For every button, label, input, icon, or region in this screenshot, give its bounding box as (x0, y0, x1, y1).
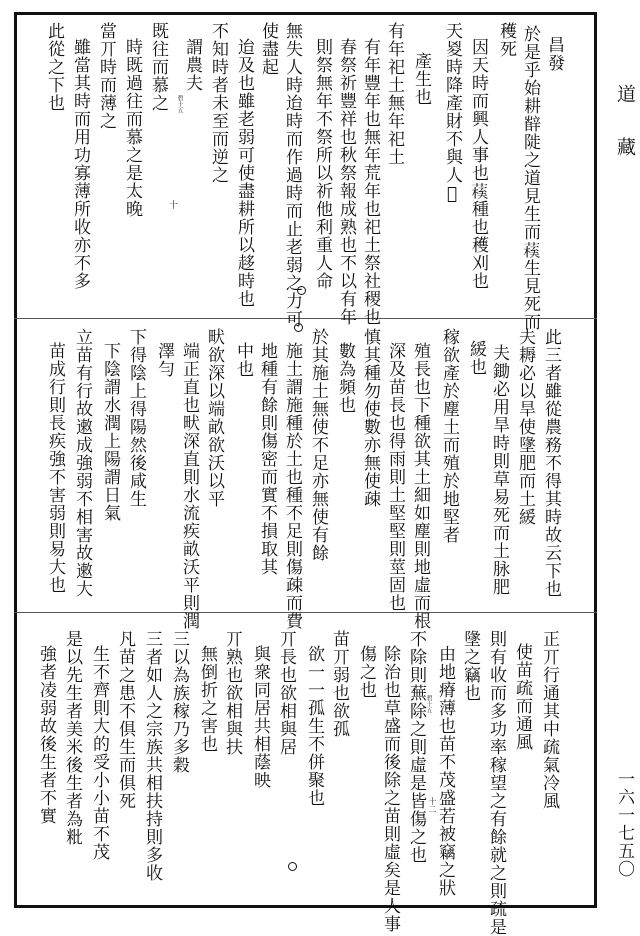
text-column: 有年豐年也無年荒年也祀土祭社稷也 (360, 38, 380, 326)
text-column: 不知時者未至而逆之 (208, 22, 228, 184)
text-column: 除治也草盛而後除之苗則虛矣是人事 (380, 645, 400, 933)
text-column: 下陰謂水潤上陽謂日氣 (100, 342, 120, 522)
leaf-note: 碧十五 (176, 95, 183, 113)
text-column: 使盡起 (258, 22, 278, 76)
text-column: 慎其種勿使數亦無使疎 (360, 328, 380, 508)
panel-divider-1 (14, 318, 597, 319)
text-column: 中也 (233, 342, 253, 378)
text-column: 苗丌弱也欲孤 (329, 630, 349, 738)
text-column: 傷之也 (356, 645, 376, 699)
collection-title: 道藏 (614, 84, 636, 190)
text-column: 畎欲深以端畝欲沃以平 (204, 328, 224, 508)
text-column: 於是乎始耕辥𨺗之道見生而𦺀生見死而 (520, 25, 540, 331)
text-column: 不除則蕪除之則虛是皆傷之也 (406, 630, 426, 864)
text-column: 丌長也欲相與居 (276, 630, 296, 756)
text-column: 立苗有行故遫成強弱不相害故遫大 (72, 328, 92, 598)
text-column: 謂農夫 (182, 38, 202, 92)
text-column: 於其施土無使不足亦無使有餘 (308, 328, 328, 562)
text-column: 生不齊則大的受小小苗不茂 (89, 645, 109, 861)
text-column: 時既過往而慕之是太晚 (122, 38, 142, 218)
circle-mark-icon (288, 862, 297, 871)
text-column: 數為頻也 (335, 342, 355, 414)
text-column: 三者如人之宗族共相扶持則多收 (142, 630, 162, 882)
text-column: 產生也 (411, 52, 431, 106)
text-column: 迨及也雖老弱可使盡耕所以趍時也 (234, 38, 254, 308)
text-column: 是以先生者美米後生者為粃 (62, 630, 82, 846)
text-column: 下得陰上得陽然後咸生 (126, 328, 146, 508)
text-column: 春祭祈豐祥也秋祭報成熟也不以有年 (336, 38, 356, 326)
text-column: 緩也 (466, 340, 486, 376)
text-column: 使苗疏而通風 (512, 643, 532, 751)
text-column: 澤勻 (154, 342, 174, 378)
text-column: 既往而慕之 (148, 22, 168, 112)
leaf-note: 十二 (428, 797, 437, 813)
circle-mark-icon (297, 286, 306, 295)
text-column: 當丌時而薄之 (96, 22, 116, 130)
text-column: 與衆同居共相蔭映 (250, 645, 270, 789)
text-column: 苗成行則長疾強不害弱則易大也 (45, 342, 65, 594)
text-column: 無倒折之害也 (197, 645, 217, 753)
circle-mark-icon (294, 323, 303, 332)
text-column: 正丌行通其中疏氣冷風 (539, 630, 559, 810)
text-column: 則祭無年不祭所以祈他利重人命 (312, 38, 332, 290)
text-column: 夫耨必以旱使墬肥而土緩 (515, 328, 535, 526)
text-column: 地種有餘則傷密而實不損取其 (257, 342, 277, 576)
text-column: 此三者雖從農務不得其時故云下也 (541, 328, 561, 598)
text-column: 天㚇時降產財不與人𬲦 (442, 22, 462, 205)
text-column: 深及苗長也得雨則土堅堅則莖固也 (385, 342, 405, 612)
text-column: 雖當其時而用功寡薄所收亦不多 (70, 38, 90, 290)
page-number: 一六一七五〇 (614, 770, 634, 878)
text-column: 此從之下也 (44, 22, 64, 112)
leaf-note: 十 (167, 200, 177, 209)
text-column: 殖長也下種欲其土細如塵則地虛而根 (410, 342, 430, 630)
text-column: 則有收而多功率稼望之有餘就之則疏是 (486, 630, 506, 936)
text-column: 穫死 (496, 22, 516, 58)
text-column: 施土謂施種於土也種不足則傷疎而費 (282, 342, 302, 630)
leaf-note: 碧十五 (425, 695, 432, 713)
text-column: 無失人時迨時而作過時而止老弱之力可 (282, 22, 302, 328)
text-column: 凡苗之患不俱生而俱死 (115, 630, 135, 810)
text-column: 夫鋤必用旱時則草易死而土脉肥 (489, 344, 509, 596)
text-column: 由地瘠薄也苗不茂盛若被竊之狀 (435, 645, 455, 897)
text-column: 因天時而興人事也𦺀種也穫刈也 (468, 38, 488, 290)
text-column: 端正直也畎深直則水流疾畝沃平則潤 (179, 342, 199, 630)
text-column: 強者凌弱故後生者不實 (36, 645, 56, 825)
text-column: 欲一一孤生不併聚也 (304, 645, 324, 807)
text-column: 三以為族稼乃多穀 (169, 630, 189, 774)
text-column: 昌發 (544, 36, 564, 72)
text-column: 稼欲產於塵土而殖於地堅者 (439, 328, 459, 544)
panel-divider-2 (14, 612, 597, 613)
text-column: 丌熟也欲相與扶 (222, 630, 242, 756)
text-column: 有年祀土無年祀土 (384, 22, 404, 166)
text-column: 墬之竊也 (460, 630, 480, 702)
